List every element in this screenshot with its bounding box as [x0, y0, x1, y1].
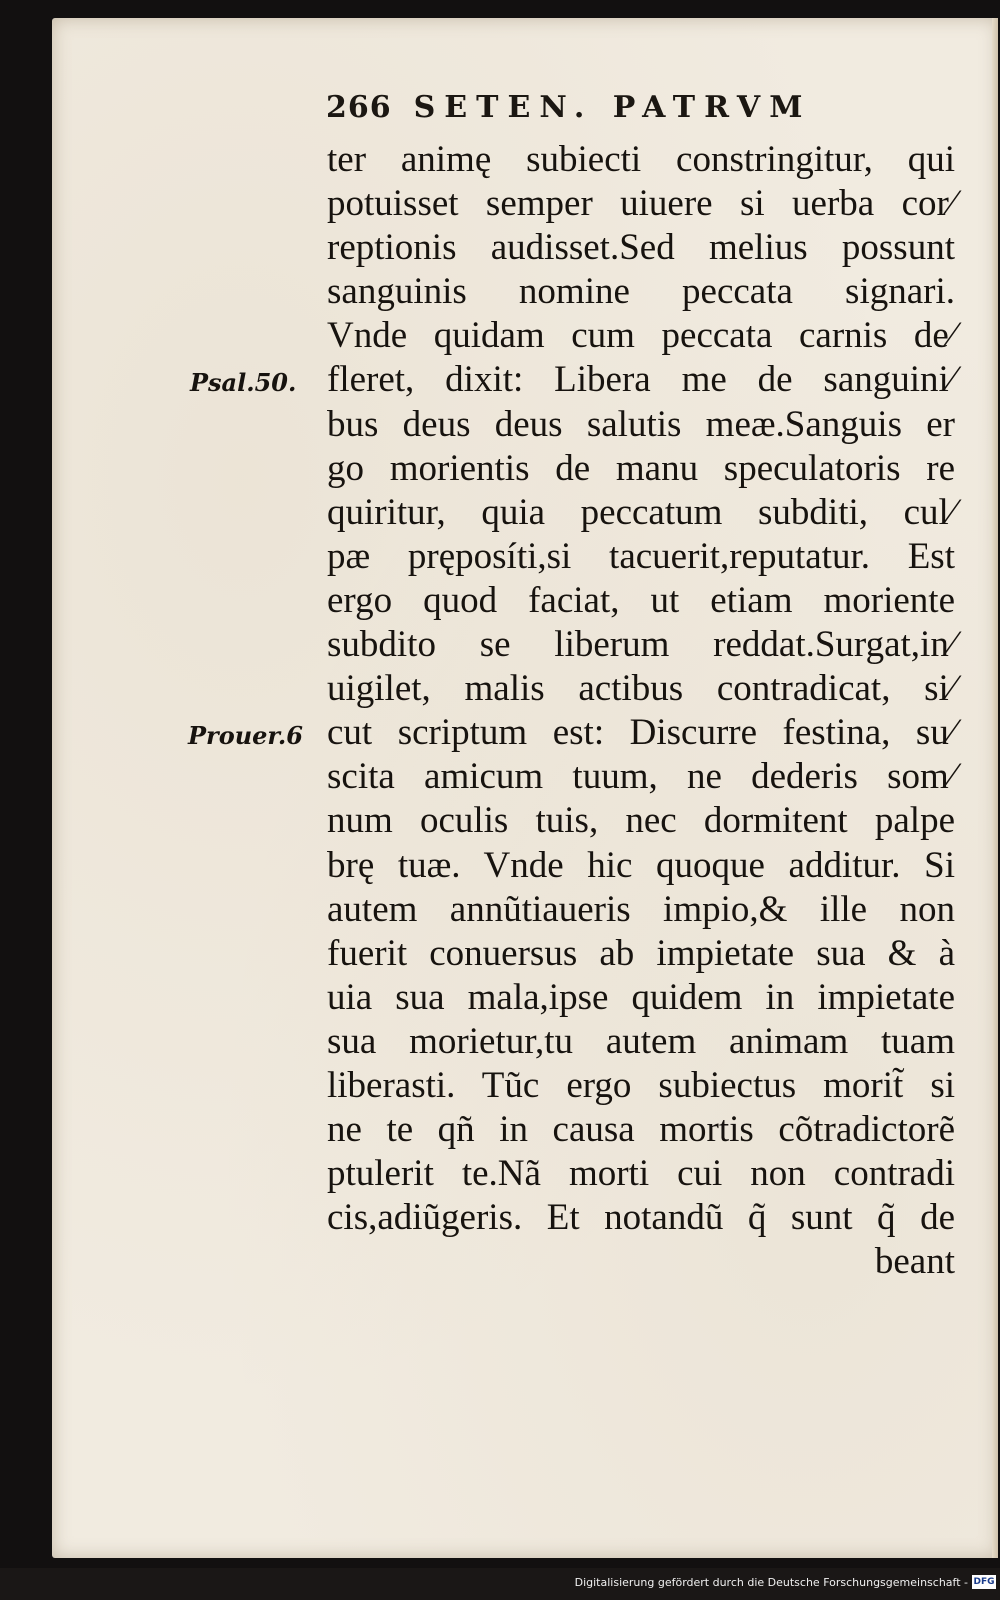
text-line: ter animę subiecti constringitur, qui — [327, 139, 955, 180]
text-line: cut scriptum est: Discurre festina, su⁄ — [327, 712, 955, 754]
text-line: uia sua mala,ipse quidem in impietate — [327, 976, 955, 1018]
text-line: ne te qñ in causa mortis cõtradictorẽ — [327, 1109, 955, 1151]
text-line: subdito se liberum reddat.Surgat,in⁄ — [327, 624, 955, 666]
page-edge — [992, 18, 998, 1558]
body-text — [327, 138, 955, 1284]
running-head — [326, 90, 811, 125]
text-line: Vnde quidam cum peccata carnis de⁄ — [327, 315, 955, 357]
text-line: sanguinis nomine peccata signari. — [327, 271, 955, 313]
text-line: scita amicum tuum, ne dederis som⁄ — [327, 756, 955, 798]
text-line: sua morietur,tu autem animam tuam — [327, 1020, 955, 1062]
text-line: ergo quod faciat, ut etiam moriente — [327, 579, 955, 621]
text-line: reptionis audisset.Sed melius possunt — [327, 227, 955, 269]
catchword: beant — [874, 1241, 955, 1283]
text-line: go morientis de manu speculatoris re — [327, 447, 955, 489]
text-line: uigilet, malis actibus contradicat, si⁄ — [327, 668, 955, 710]
text-line: num oculis tuis, nec dormitent palpe — [327, 800, 955, 842]
text-line: potuisset semper uiuere si uerba cor⁄ — [327, 183, 955, 225]
running-title: SETEN. PATRVM — [413, 90, 812, 125]
text-line: quiritur, quia peccatum subditi, cul⁄ — [327, 491, 955, 533]
margin-note-proverbs: Prouer.6 — [188, 721, 303, 750]
text-line: bus deus deus salutis meæ.Sanguis er — [327, 403, 955, 445]
text-line: fuerit conuersus ab impietate sua & à — [327, 932, 955, 974]
text-line: brę tuæ. Vnde hic quoque additur. Si — [327, 844, 955, 886]
digitization-credit: Digitalisierung gefördert durch die Deutsche Forschungsgemeinschaft - — [574, 1576, 968, 1589]
text-line: pæ pręposíti,si tacuerit,reputatur. Est — [327, 535, 955, 577]
dfg-logo: DFG — [973, 1577, 995, 1587]
footer-bar — [0, 1568, 1000, 1600]
text-line: cis,adiũgeris. Et notandũ q̃ sunt q̃ de — [327, 1197, 955, 1239]
page-number: 266 — [326, 90, 392, 125]
margin-note-psalm: Psal.50. — [190, 368, 297, 397]
text-line: ptulerit te.Nã morti cui non contradi — [327, 1153, 955, 1195]
text-line: autem annũtiaueris impio,& ille non — [327, 888, 955, 930]
text-line: liberasti. Tũc ergo subiectus morit̃ si — [327, 1064, 955, 1106]
text-line: fleret, dixit: Libera me de sanguini⁄ — [327, 359, 955, 401]
